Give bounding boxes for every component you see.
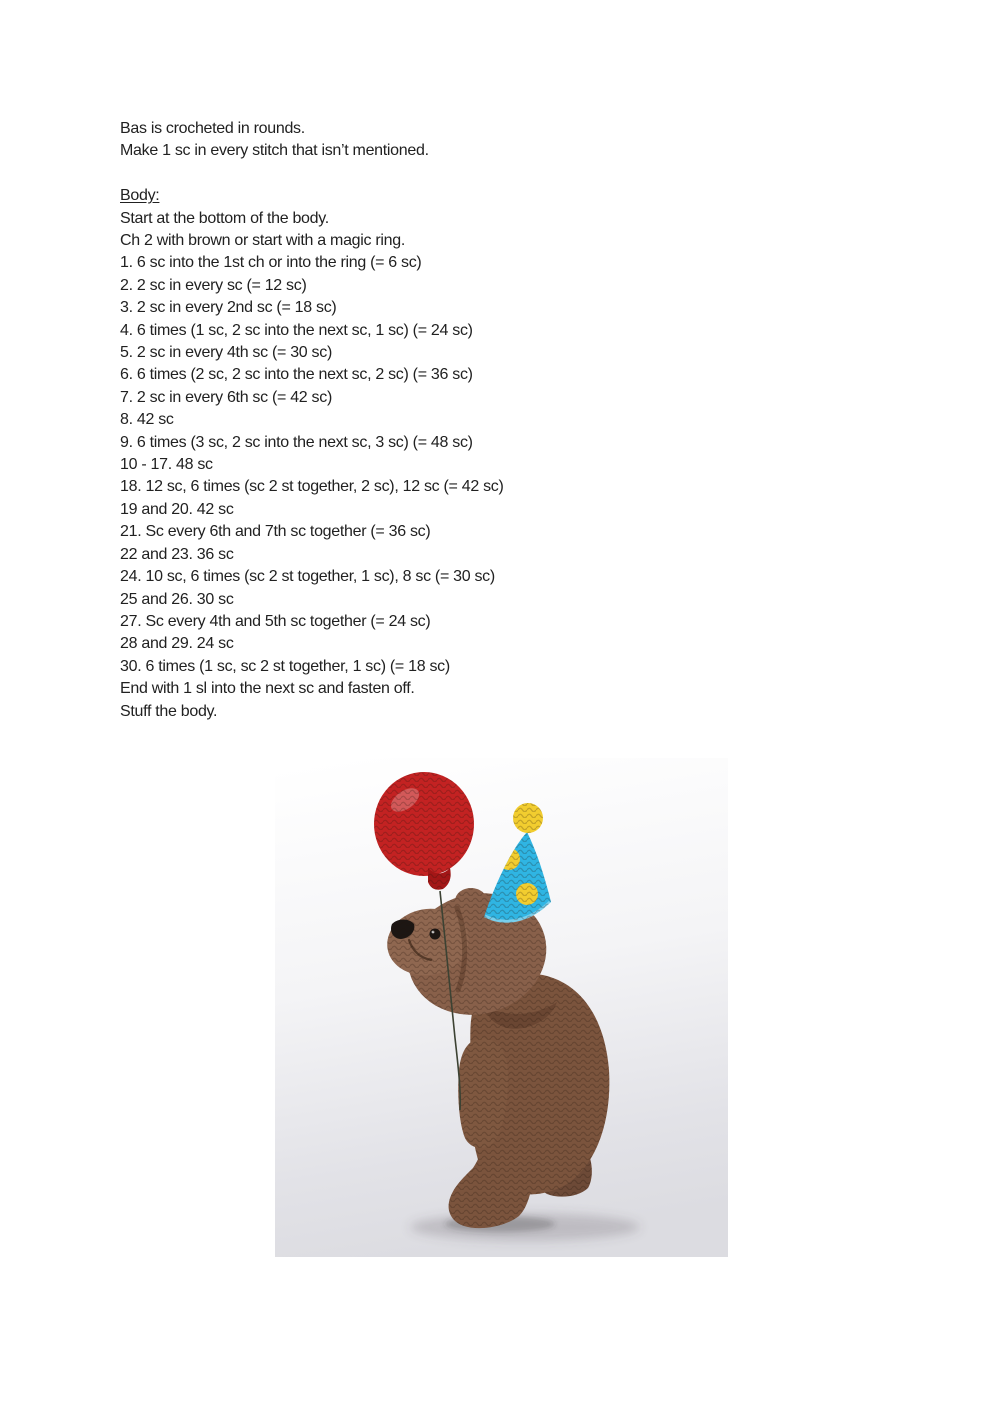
intro-lines [120,118,720,163]
pattern-line: 7. 2 sc in every 6th sc (= 42 sc) [120,388,332,406]
pattern-line: End with 1 sl into the next sc and fasten off. [120,680,415,698]
section-heading-body: Body: [120,187,160,205]
pattern-line: Ch 2 with brown or start with a magic ring. [120,232,405,250]
intro-line: Make 1 sc in every stitch that isn’t mentioned. [120,142,429,160]
pattern-line: 18. 12 sc, 6 times (sc 2 st together, 2 sc), 12 sc (= 42 sc) [120,478,504,496]
pattern-line: 24. 10 sc, 6 times (sc 2 st together, 1 sc), 8 sc (= 30 sc) [120,568,495,586]
pattern-text-block [120,118,720,723]
pattern-line: 27. Sc every 4th and 5th sc together (= 24 sc) [120,612,431,630]
pattern-line: Stuff the body. [120,702,218,720]
pattern-line: 8. 42 sc [120,411,174,429]
pattern-line: 28 and 29. 24 sc [120,635,234,653]
bear-photo-illustration [275,758,728,1257]
pattern-line: 6. 6 times (2 sc, 2 sc into the next sc, 2 sc) (= 36 sc) [120,366,473,384]
pattern-line: 30. 6 times (1 sc, sc 2 st together, 1 sc) (= 18 sc) [120,657,450,675]
pattern-line: 3. 2 sc in every 2nd sc (= 18 sc) [120,299,337,317]
pattern-line: 22 and 23. 36 sc [120,545,234,563]
bear-photo-figure [275,758,728,1257]
pattern-line: 5. 2 sc in every 4th sc (= 30 sc) [120,344,332,362]
pattern-line: 9. 6 times (3 sc, 2 sc into the next sc, 3 sc) (= 48 sc) [120,433,473,451]
pattern-line: 19 and 20. 42 sc [120,500,234,518]
pattern-line: 1. 6 sc into the 1st ch or into the ring (= 6 sc) [120,254,422,272]
pattern-line: Start at the bottom of the body. [120,209,329,227]
pattern-line: 10 - 17. 48 sc [120,456,213,474]
pattern-line: 2. 2 sc in every sc (= 12 sc) [120,276,307,294]
pattern-lines [120,208,720,723]
intro-line: Bas is crocheted in rounds. [120,120,305,137]
pattern-line: 4. 6 times (1 sc, 2 sc into the next sc, 1 sc) (= 24 sc) [120,321,473,339]
pattern-line: 25 and 26. 30 sc [120,590,234,608]
pattern-line: 21. Sc every 6th and 7th sc together (= 36 sc) [120,523,431,541]
